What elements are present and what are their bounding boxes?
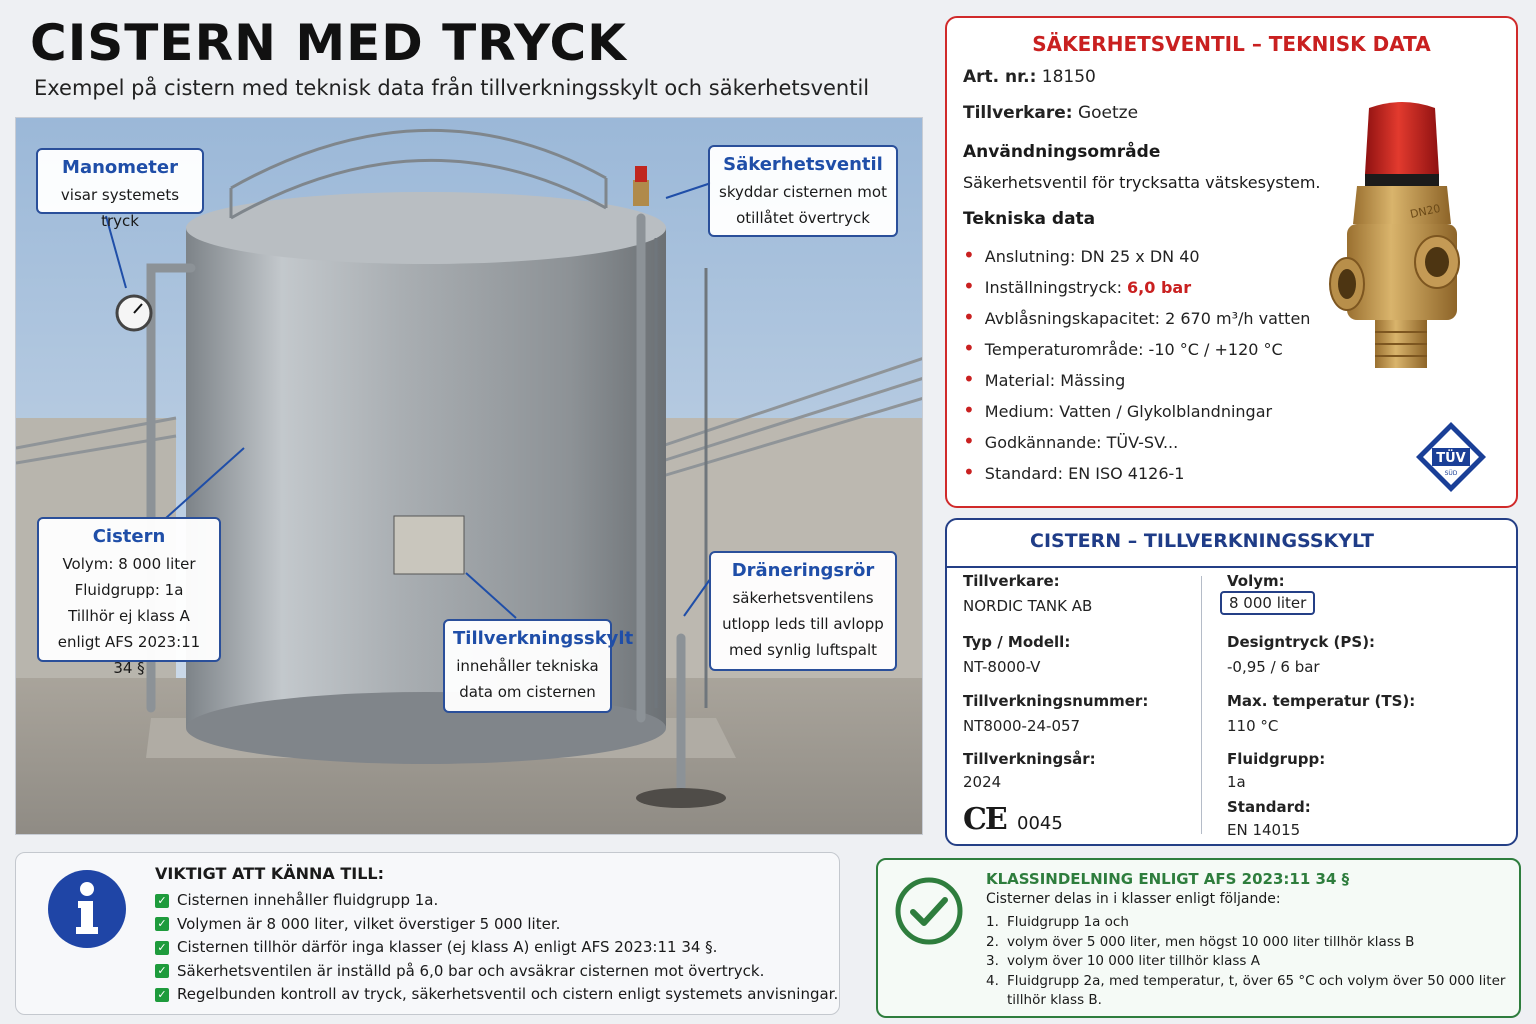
spec-item: • Standard: EN ISO 4126-1 bbox=[963, 457, 1310, 488]
callout-drain-title: Dräneringsrör bbox=[731, 560, 875, 581]
plate-serial-label: Tillverkningsnummer: bbox=[963, 692, 1149, 710]
nameplate-divider bbox=[947, 566, 1516, 568]
classification-panel bbox=[876, 858, 1521, 1018]
page-title: CISTERN MED TRYCK bbox=[30, 14, 627, 72]
classification-item: 1. Fluidgrupp 1a och bbox=[986, 914, 1129, 930]
callout-safety-valve bbox=[708, 145, 898, 237]
info-item: ✓ Regelbunden kontroll av tryck, säkerhetsventil och cistern enligt systemets anvisningar. bbox=[155, 983, 838, 1007]
classification-list bbox=[986, 913, 1506, 1011]
spec-item: • Inställningstryck: 6,0 bar bbox=[963, 271, 1310, 302]
check-circle-icon bbox=[894, 876, 964, 946]
callout-cistern-line: Fluidgrupp: 1a bbox=[74, 581, 184, 599]
valve-maker-label: Tillverkare: bbox=[963, 103, 1073, 123]
classification-intro: Cisterner delas in i klasser enligt följande: bbox=[986, 891, 1281, 907]
set-pressure-value: 6,0 bar bbox=[1127, 278, 1192, 297]
usage-text: Säkerhetsventil för trycksatta vätskesystem. bbox=[963, 173, 1321, 192]
callout-safety-valve-title: Säkerhetsventil bbox=[723, 154, 883, 175]
spec-item: • Anslutning: DN 25 x DN 40 bbox=[963, 240, 1310, 271]
nameplate-panel-title: CISTERN – TILLVERKNINGSSKYLT bbox=[1030, 530, 1374, 552]
tech-data-heading: Tekniska data bbox=[963, 209, 1096, 229]
safety-valve-panel bbox=[945, 16, 1518, 508]
plate-serial-value: NT8000-24-057 bbox=[963, 717, 1081, 735]
info-icon bbox=[47, 869, 127, 949]
callout-nameplate-title: Tillverkningsskylt bbox=[453, 628, 634, 649]
plate-design-pressure-label: Designtryck (PS): bbox=[1227, 633, 1376, 651]
plate-design-pressure-value: -0,95 / 6 bar bbox=[1227, 658, 1320, 676]
ce-number: 0045 bbox=[1017, 813, 1063, 834]
callout-cistern-line: enligt AFS 2023:11 34 § bbox=[57, 633, 201, 677]
valve-spec-list bbox=[963, 240, 1310, 488]
callout-cistern-line: Volym: 8 000 liter bbox=[62, 555, 196, 573]
tuv-badge-icon bbox=[1414, 420, 1488, 494]
checkbox-checked-icon: ✓ bbox=[155, 988, 169, 1002]
ce-mark: CE bbox=[963, 802, 1006, 837]
art-number-label: Art. nr.: bbox=[963, 67, 1037, 87]
callout-drain-line: säkerhetsventilens bbox=[732, 589, 874, 607]
plate-maker-value: NORDIC TANK AB bbox=[963, 597, 1093, 615]
spec-item: • Material: Mässing bbox=[963, 364, 1310, 395]
classification-heading: KLASSINDELNING ENLIGT AFS 2023:11 34 § bbox=[986, 870, 1350, 888]
plate-maker-label: Tillverkare: bbox=[963, 572, 1060, 590]
info-item: ✓ Cisternen innehåller fluidgrupp 1a. bbox=[155, 889, 838, 913]
classification-item: 3. volym över 10 000 liter tillhör klass A bbox=[986, 953, 1260, 969]
nameplate-column-divider bbox=[1201, 576, 1202, 834]
callout-safety-valve-line: otillåtet övertryck bbox=[736, 209, 870, 227]
important-info-list bbox=[155, 889, 838, 1007]
plate-model-label: Typ / Modell: bbox=[963, 633, 1071, 651]
callout-cistern bbox=[37, 517, 221, 677]
spec-item: • Godkännande: TÜV-SV... bbox=[963, 426, 1310, 457]
safety-valve-panel-title: SÄKERHETSVENTIL – TEKNISK DATA bbox=[1032, 32, 1431, 56]
classification-item: 2. volym över 5 000 liter, men högst 10 000 liter tillhör klass B bbox=[986, 933, 1415, 950]
valve-maker-value: Goetze bbox=[1077, 103, 1139, 123]
callout-cistern-line: Tillhör ej klass A bbox=[68, 607, 190, 625]
callout-nameplate bbox=[443, 619, 634, 713]
callout-safety-valve-line: skyddar cisternen mot bbox=[719, 183, 887, 201]
valve-marking: DN20 bbox=[1408, 201, 1442, 221]
callout-drain-line: med synlig luftspalt bbox=[728, 641, 878, 659]
callout-cistern-title: Cistern bbox=[92, 526, 166, 547]
info-item: ✓ Säkerhetsventilen är inställd på 6,0 bar och avsäkrar cisternen mot övertryck. bbox=[155, 960, 838, 984]
plate-fluid-group-label: Fluidgrupp: bbox=[1227, 750, 1326, 768]
checkbox-checked-icon: ✓ bbox=[155, 941, 169, 955]
tuv-text: TÜV bbox=[1436, 451, 1466, 466]
callout-drain-line: utlopp leds till avlopp bbox=[722, 615, 884, 633]
callout-drain bbox=[709, 551, 897, 671]
info-item: ✓ Cisternen tillhör därför inga klasser (ej klass A) enligt AFS 2023:11 34 §. bbox=[155, 936, 838, 960]
plate-max-temp-value: 110 °C bbox=[1227, 717, 1279, 735]
callout-manometer-text: visar systemets tryck bbox=[60, 186, 180, 230]
important-info-heading: VIKTIGT ATT KÄNNA TILL: bbox=[155, 864, 385, 883]
callout-nameplate-line: data om cisternen bbox=[459, 683, 596, 701]
spec-item: • Avblåsningskapacitet: 2 670 m³/h vatten bbox=[963, 302, 1310, 333]
plate-volume-value-box bbox=[1220, 594, 1315, 612]
page-subtitle: Exempel på cistern med teknisk data från tillverkningsskylt och säkerhetsventil bbox=[34, 76, 870, 100]
plate-standard-value: EN 14015 bbox=[1227, 821, 1301, 839]
checkbox-checked-icon: ✓ bbox=[155, 964, 169, 978]
tuv-sub-text: SÜD bbox=[1444, 470, 1458, 477]
plate-year-value: 2024 bbox=[963, 773, 1002, 791]
checkbox-checked-icon: ✓ bbox=[155, 894, 169, 908]
checkbox-checked-icon: ✓ bbox=[155, 917, 169, 931]
art-number-value: 18150 bbox=[1041, 67, 1096, 87]
plate-standard-label: Standard: bbox=[1227, 798, 1311, 816]
callout-nameplate-line: innehåller tekniska bbox=[456, 657, 599, 675]
spec-item: • Temperaturområde: -10 °C / +120 °C bbox=[963, 333, 1310, 364]
plate-fluid-group-value: 1a bbox=[1227, 773, 1246, 791]
usage-heading: Användningsområde bbox=[963, 142, 1161, 162]
info-item: ✓ Volymen är 8 000 liter, vilket överstiger 5 000 liter. bbox=[155, 913, 838, 937]
plate-volume-label: Volym: bbox=[1227, 572, 1285, 590]
spec-item: • Medium: Vatten / Glykolblandningar bbox=[963, 395, 1310, 426]
callout-manometer bbox=[36, 148, 204, 230]
valve-maker-row bbox=[963, 103, 1138, 123]
nameplate-panel bbox=[945, 518, 1518, 846]
important-info-panel bbox=[15, 852, 840, 1015]
safety-valve-image bbox=[1327, 94, 1477, 394]
plate-year-label: Tillverkningsår: bbox=[963, 750, 1096, 768]
plate-max-temp-label: Max. temperatur (TS): bbox=[1227, 692, 1416, 710]
plate-volume-value: 8 000 liter bbox=[1220, 591, 1315, 615]
classification-item: 4. Fluidgrupp 2a, med temperatur, t, över 65 °C och volym över 50 000 liter tillhör klass B. bbox=[986, 972, 1506, 1008]
art-number-row bbox=[963, 67, 1096, 87]
callout-manometer-title: Manometer bbox=[62, 157, 178, 178]
plate-model-value: NT-8000-V bbox=[963, 658, 1041, 676]
